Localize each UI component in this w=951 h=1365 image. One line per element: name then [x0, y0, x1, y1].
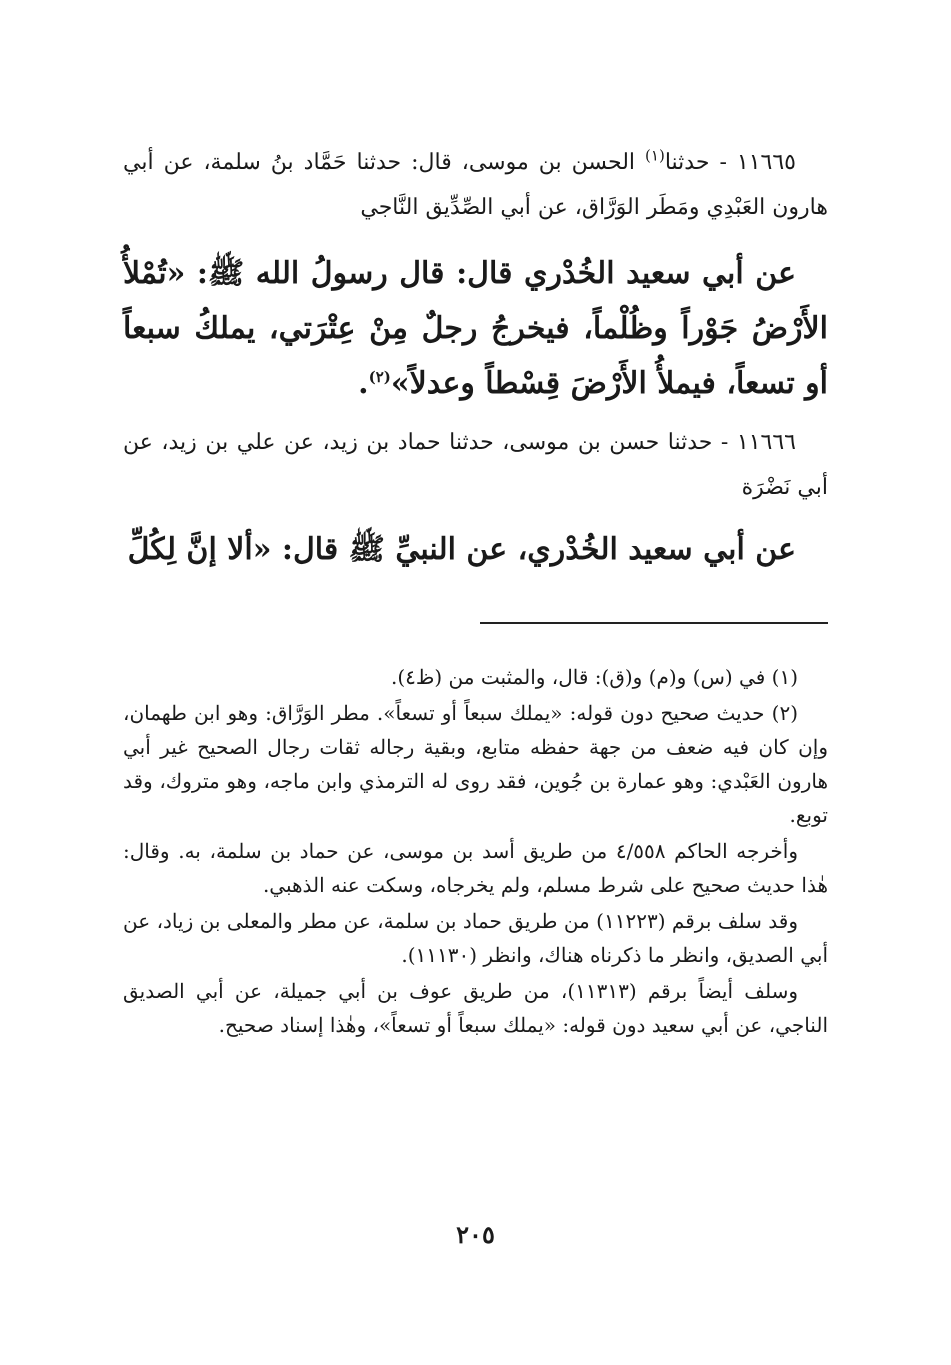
hadith-11665-matn-end: . — [358, 366, 369, 401]
footnote-1: (١) في (س) و(م) و(ق): قال، والمثبت من (ظ٤). — [390, 665, 798, 689]
footnote-2-takhrij: وأخرجه الحاكم ٤/٥٥٨ من طريق أسد بن موسى، عن حماد بن سلمة، به. وقال: هٰذا حديث صحيح على شرط مسلم، ولم يخرجاه، وسكت عنه الذهبي. — [123, 839, 828, 897]
footnote-2-cross-ref-1: وقد سلف برقم (١١٢٢٣) من طريق حماد بن سلمة، عن مطر والمعلى بن زياد، عن أبي الصديق، وانظر ما ذكرناه هناك، وانظر (١١١٣٠). — [123, 909, 828, 967]
hadith-11665-isnad — [123, 140, 828, 230]
footnote-ref-1[interactable]: (١) — [645, 146, 665, 165]
hadith-11665-isnad-start: ١١٦٦٥ - حدثنا — [664, 150, 796, 175]
hadith-11665-matn — [123, 246, 828, 411]
footnote-divider — [480, 622, 828, 624]
footnotes-section — [123, 660, 828, 1044]
hadith-11666-matn: عن أبي سعيد الخُدْري، عن النبيِّ ﷺ قال: «ألا إنَّ لِكُلِّ — [127, 532, 796, 567]
page-number: ٢٠٥ — [456, 1220, 495, 1249]
hadith-11666-isnad: ١١٦٦٦ - حدثنا حسن بن موسى، حدثنا حماد بن زيد، عن علي بن زيد، عن أبي نَضْرَة — [123, 430, 828, 500]
hadith-11665-matn-text: عن أبي سعيد الخُدْري قال: قال رسولُ الله ﷺ: «تُمْلأُ الأَرْضُ جَوْراً وظُلْماً، فيخرجُ رجلٌ مِنْ عِتْرَتي، يملكُ سبعاً أو تسعاً، فيملأُ الأَرْضَ قِسْطاً وعدلاً» — [123, 256, 828, 401]
footnote-ref-2[interactable]: (٢) — [368, 368, 391, 386]
footnote-2: (٢) حديث صحيح دون قوله: «يملك سبعاً أو تسعاً». مطر الوَرَّاق: وهو ابن طهمان، وإن كان فيه ضعف من جهة حفظه متابع، وبقية رجاله ثقات رجال الصحيح غير أبي هارون العَبْدي: وهو عمارة بن جُوين، فقد روى له الترمذي وابن ماجه، وهو متروك، وقد توبع. — [123, 701, 828, 827]
footnote-2-cross-ref-2: وسلف أيضاً برقم (١١٣١٣)، من طريق عوف بن أبي جميلة، عن أبي الصديق الناجي، عن أبي سعيد دون قوله: «يملك سبعاً أو تسعاً»، وهٰذا إسناد صحيح. — [123, 979, 828, 1037]
hadith-11665-isnad-rest: الحسن بن موسى، قال: حدثنا حَمَّاد بنُ سلمة، عن أبي هارون العَبْدِي ومَطَر الوَرَّاق، عن أبي الصِّدِّيق النَّاجي — [123, 150, 828, 220]
